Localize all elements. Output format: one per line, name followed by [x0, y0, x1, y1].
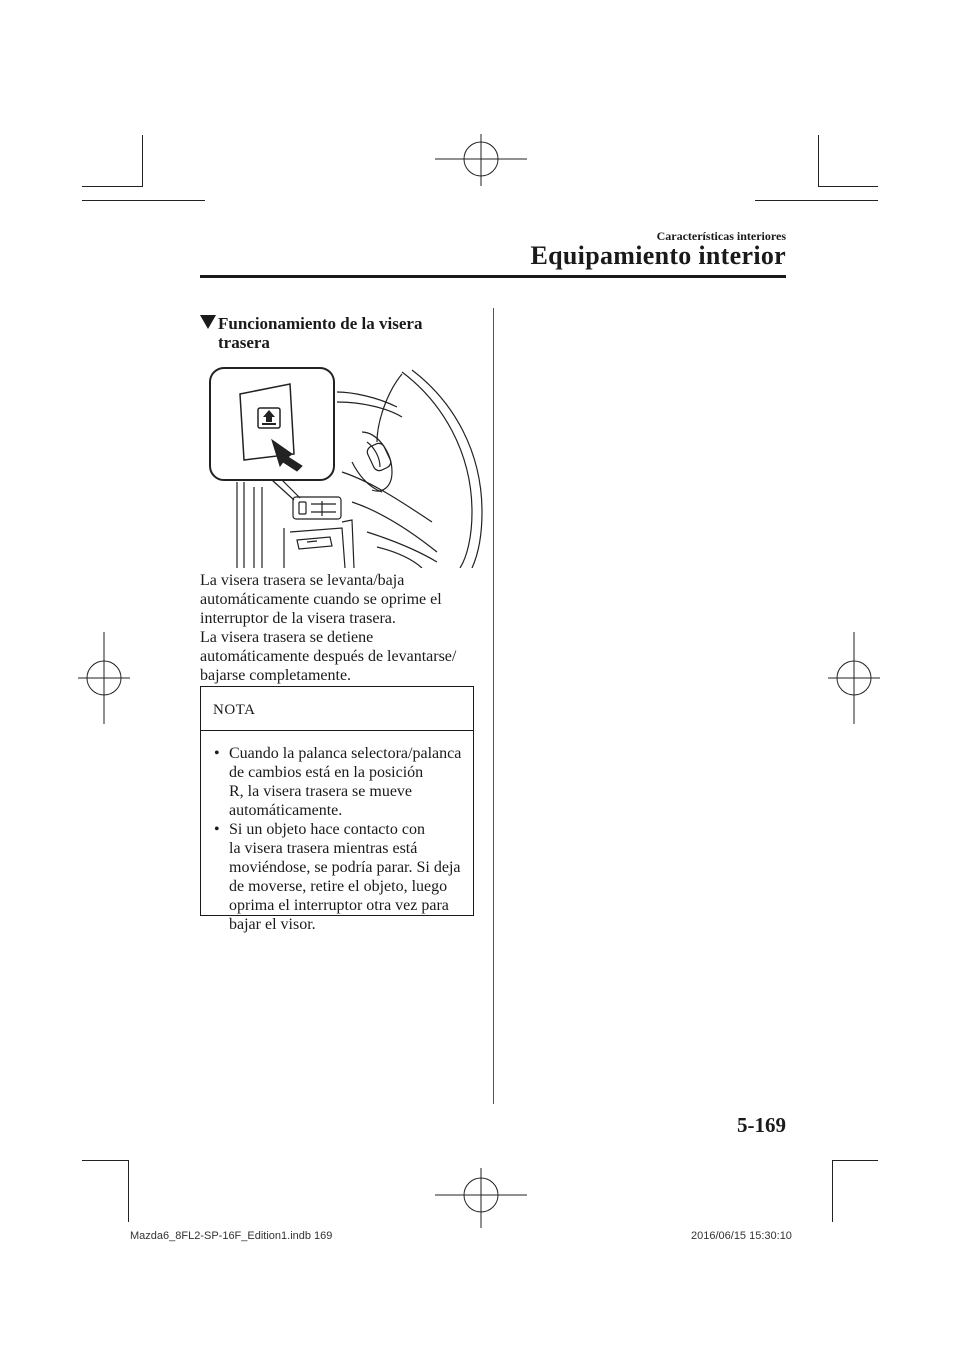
crop-mark	[818, 135, 819, 187]
footer-timestamp: 2016/06/15 15:30:10	[691, 1230, 792, 1242]
crop-mark	[818, 186, 878, 187]
body-line: La visera trasera se levanta/baja	[200, 572, 405, 589]
registration-mark-icon	[435, 134, 527, 204]
nota-line: bajar el visor.	[229, 916, 316, 933]
bullet-icon: •	[214, 745, 220, 762]
crop-mark	[128, 1160, 129, 1222]
nota-line: Si un objeto hace contacto con	[229, 821, 425, 838]
registration-mark-icon	[435, 1168, 527, 1228]
list-item	[213, 744, 465, 820]
crop-mark	[82, 200, 205, 201]
nota-line: la visera trasera mientras está	[229, 840, 418, 857]
bullet-icon: •	[214, 821, 220, 838]
list-item	[213, 820, 465, 934]
body-line: La visera trasera se detiene	[200, 629, 374, 646]
section-category: Características interiores	[656, 229, 786, 243]
crop-mark	[142, 135, 143, 187]
nota-line: Cuando la palanca selectora/palanca	[229, 745, 462, 762]
page-number: 5-169	[737, 1113, 786, 1137]
body-line: bajarse completamente.	[200, 667, 352, 684]
crop-mark	[832, 1160, 878, 1161]
crop-mark	[82, 1160, 129, 1161]
dashboard-switch-illustration	[202, 362, 494, 568]
nota-box	[200, 686, 474, 933]
body-line: automáticamente cuando se oprime el	[200, 591, 442, 608]
section-heading	[200, 314, 470, 352]
triangle-bullet-icon	[200, 315, 216, 329]
nota-list	[213, 744, 465, 934]
nota-divider	[201, 730, 473, 731]
nota-line: de cambios está en la posición	[229, 764, 424, 781]
header-rule	[200, 275, 786, 278]
crop-mark	[82, 186, 142, 187]
footer-file: Mazda6_8FL2-SP-16F_Edition1.indb 169	[130, 1230, 333, 1242]
nota-line: R, la visera trasera se mueve	[229, 783, 413, 800]
registration-mark-icon	[828, 632, 880, 724]
page-title: Equipamiento interior	[530, 241, 786, 270]
nota-line: automáticamente.	[229, 802, 343, 819]
nota-line: oprima el interruptor otra vez para	[229, 897, 449, 914]
crop-mark	[755, 200, 878, 201]
section-heading-line2: trasera	[218, 333, 270, 352]
body-paragraph	[200, 571, 480, 685]
section-heading-line1: Funcionamiento de la visera	[218, 314, 423, 333]
registration-mark-icon	[78, 632, 130, 724]
body-line: automáticamente después de levantarse/	[200, 648, 457, 665]
nota-line: moviéndose, se podría parar. Si deja	[229, 859, 461, 876]
body-line: interruptor de la visera trasera.	[200, 610, 396, 627]
crop-mark	[832, 1160, 833, 1222]
nota-line: de moverse, retire el objeto, luego	[229, 878, 448, 895]
nota-title: NOTA	[213, 702, 256, 718]
